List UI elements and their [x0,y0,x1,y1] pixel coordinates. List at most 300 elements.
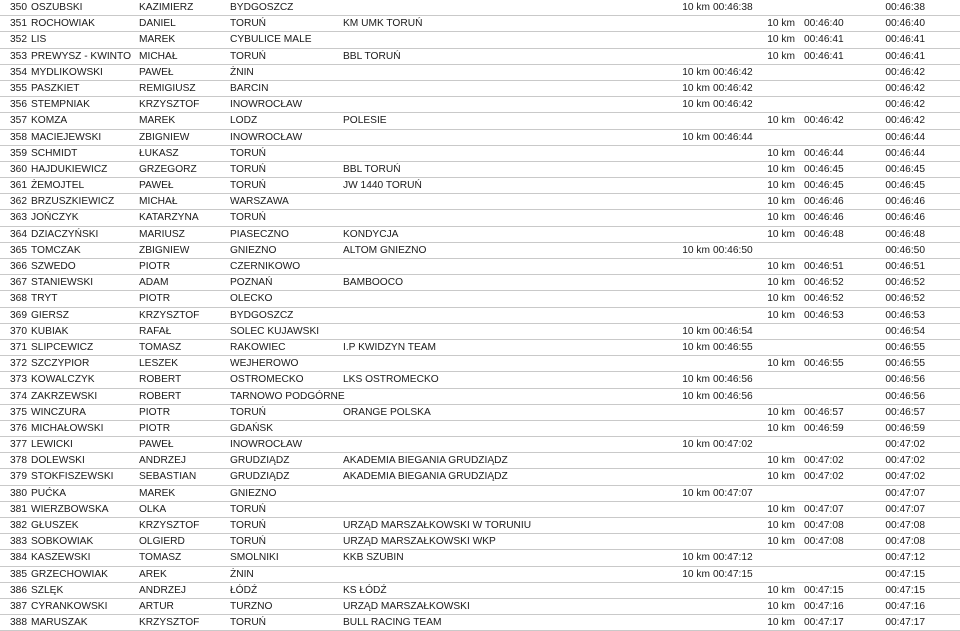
table-row [0,16,960,32]
club-cell: AKADEMIA BIEGANIA GRUDZIĄDZ [343,455,508,467]
finish-time-cell: 00:46:45 [885,180,925,192]
city-cell: GRUDZIĄDZ [230,471,290,483]
net-time-cell: 00:46:48 [804,228,844,240]
city-cell: GDAŃSK [230,422,274,434]
last-name-cell: GŁUSZEK [31,520,79,531]
first-name-cell: KATARZYNA [139,212,199,224]
last-name-cell: JOŃCZYK [31,212,79,224]
finish-time-cell: 00:46:52 [885,277,925,289]
table-row [0,567,960,583]
club-cell: BBL TORUŃ [343,50,401,62]
table-row [0,437,960,453]
city-cell: GRUDZIĄDZ [230,455,290,467]
club-cell: BBL TORUŃ [343,163,401,175]
distance-cell: 10 km [682,487,710,499]
net-time-cell: 00:46:41 [804,50,844,62]
table-row [0,65,960,81]
net-time-cell: 00:46:52 [804,277,844,289]
first-name-cell: MICHAŁ [139,196,178,208]
bib-number-cell: 388 [10,617,27,629]
bib-number-cell: 374 [10,390,27,402]
first-name-cell: PIOTR [139,406,171,418]
first-name-cell: ARTUR [139,600,174,612]
net-time-cell: 00:46:56 [713,390,753,402]
distance-cell: 10 km [767,212,795,224]
finish-time-cell: 00:46:54 [885,325,925,337]
last-name-cell: PREWYSZ - KWINTO [31,50,131,62]
city-cell: TORUŃ [230,520,267,531]
first-name-cell: TOMASZ [139,341,182,353]
net-time-cell: 00:47:16 [804,600,844,612]
net-time-cell: 00:46:46 [804,212,844,224]
first-name-cell: ZBIGNIEW [139,244,190,256]
net-time-cell: 00:47:02 [713,439,753,451]
bib-number-cell: 368 [10,293,27,305]
city-cell: TARNOWO PODGÓRNE [230,390,345,402]
net-time-cell: 00:47:08 [804,536,844,548]
distance-cell: 10 km [767,617,795,629]
city-cell: INOWROCŁAW [230,439,303,451]
first-name-cell: KAZIMIERZ [139,2,194,13]
distance-cell: 10 km [767,503,795,515]
first-name-cell: MAREK [139,115,176,127]
table-row [0,534,960,550]
city-cell: TORUŃ [230,18,267,30]
table-row [0,259,960,275]
distance-cell: 10 km [767,277,795,289]
finish-time-cell: 00:46:46 [885,196,925,208]
first-name-cell: SEBASTIAN [139,471,197,483]
city-cell: TORUŃ [230,536,267,548]
last-name-cell: KASZEWSKI [31,552,91,564]
city-cell: TORUŃ [230,503,267,515]
distance-cell: 10 km [767,358,795,370]
net-time-cell: 00:46:56 [713,374,753,386]
city-cell: RAKOWIEC [230,341,286,353]
finish-time-cell: 00:46:42 [885,66,925,78]
net-time-cell: 00:46:54 [713,325,753,337]
city-cell: OLECKO [230,293,273,305]
bib-number-cell: 376 [10,422,27,434]
last-name-cell: HAJDUKIEWICZ [31,163,108,175]
last-name-cell: ROCHOWIAK [31,18,95,30]
finish-time-cell: 00:47:08 [885,536,925,548]
finish-time-cell: 00:46:56 [885,390,925,402]
table-row [0,421,960,437]
last-name-cell: MARUSZAK [31,617,88,629]
city-cell: BARCIN [230,82,269,94]
last-name-cell: TRYT [31,293,58,305]
table-row [0,518,960,534]
city-cell: GNIEZNO [230,244,277,256]
net-time-cell: 00:46:44 [804,147,844,159]
net-time-cell: 00:46:51 [804,261,844,272]
first-name-cell: KRZYSZTOF [139,520,200,531]
table-row [0,130,960,146]
bib-number-cell: 386 [10,584,27,596]
net-time-cell: 00:46:45 [804,163,844,175]
table-row [0,275,960,291]
bib-number-cell: 353 [10,50,27,62]
club-cell: AKADEMIA BIEGANIA GRUDZIĄDZ [343,471,508,483]
net-time-cell: 00:47:02 [804,455,844,467]
distance-cell: 10 km [682,2,710,13]
table-row [0,97,960,113]
distance-cell: 10 km [682,341,710,353]
table-row [0,81,960,97]
first-name-cell: ZBIGNIEW [139,131,190,143]
last-name-cell: KUBIAK [31,325,69,337]
bib-number-cell: 381 [10,503,27,515]
net-time-cell: 00:46:55 [804,358,844,370]
first-name-cell: DANIEL [139,18,176,30]
table-row [0,356,960,372]
bib-number-cell: 350 [10,2,27,13]
table-row [0,227,960,243]
last-name-cell: SZCZYPIOR [31,358,90,370]
last-name-cell: STANIEWSKI [31,277,94,289]
bib-number-cell: 352 [10,34,27,46]
bib-number-cell: 373 [10,374,27,386]
city-cell: WARSZAWA [230,196,289,208]
last-name-cell: DOLEWSKI [31,455,85,467]
finish-time-cell: 00:47:12 [885,552,925,564]
finish-time-cell: 00:46:41 [885,50,925,62]
table-row [0,210,960,226]
city-cell: TORUŃ [230,212,267,224]
table-row [0,405,960,421]
finish-time-cell: 00:46:42 [885,82,925,94]
distance-cell: 10 km [682,82,710,94]
city-cell: TORUŃ [230,180,267,192]
finish-time-cell: 00:46:42 [885,115,925,127]
bib-number-cell: 364 [10,228,27,240]
city-cell: CYBULICE MALE [230,34,312,46]
table-row [0,469,960,485]
first-name-cell: AREK [139,568,167,580]
finish-time-cell: 00:46:42 [885,99,925,111]
finish-time-cell: 00:47:15 [885,568,925,580]
club-cell: BULL RACING TEAM [343,617,442,629]
city-cell: ŁÓDŹ [230,584,258,596]
first-name-cell: PAWEŁ [139,439,174,451]
distance-cell: 10 km [767,455,795,467]
club-cell: URZĄD MARSZAŁKOWSKI W TORUNIU [343,520,532,531]
table-row [0,146,960,162]
finish-time-cell: 00:46:44 [885,131,925,143]
last-name-cell: PUĆKA [31,487,67,499]
net-time-cell: 00:46:38 [713,2,753,13]
finish-time-cell: 00:47:02 [885,471,925,483]
table-row [0,599,960,615]
city-cell: ŻNIN [230,568,254,580]
city-cell: INOWROCŁAW [230,131,303,143]
net-time-cell: 00:46:42 [713,82,753,94]
bib-number-cell: 358 [10,131,27,143]
bib-number-cell: 354 [10,66,27,78]
bib-number-cell: 369 [10,309,27,321]
bib-number-cell: 380 [10,487,27,499]
club-cell: LKS OSTROMECKO [343,374,439,386]
bib-number-cell: 371 [10,341,27,353]
first-name-cell: OLGIERD [139,536,185,548]
net-time-cell: 00:46:42 [713,66,753,78]
net-time-cell: 00:46:55 [713,341,753,353]
distance-cell: 10 km [767,309,795,321]
first-name-cell: MAREK [139,487,176,499]
distance-cell: 10 km [767,520,795,531]
finish-time-cell: 00:46:40 [885,18,925,30]
first-name-cell: LESZEK [139,358,179,370]
finish-time-cell: 00:47:15 [885,584,925,596]
city-cell: ŻNIN [230,66,254,78]
last-name-cell: LEWICKI [31,439,73,451]
club-cell: I.P KWIDZYN TEAM [343,341,437,353]
bib-number-cell: 365 [10,244,27,256]
first-name-cell: PIOTR [139,293,171,305]
finish-time-cell: 00:46:55 [885,358,925,370]
distance-cell: 10 km [767,228,795,240]
net-time-cell: 00:46:53 [804,309,844,321]
table-row [0,502,960,518]
last-name-cell: STOKFISZEWSKI [31,471,114,483]
bib-number-cell: 375 [10,406,27,418]
last-name-cell: PASZKIET [31,82,80,94]
finish-time-cell: 00:46:56 [885,374,925,386]
finish-time-cell: 00:46:48 [885,228,925,240]
city-cell: GNIEZNO [230,487,277,499]
first-name-cell: ROBERT [139,390,182,402]
club-cell: KS ŁÓDŹ [343,584,387,596]
net-time-cell: 00:47:17 [804,617,844,629]
last-name-cell: SZWEDO [31,261,76,272]
net-time-cell: 00:46:50 [713,244,753,256]
net-time-cell: 00:46:40 [804,18,844,30]
city-cell: BYDGOSZCZ [230,309,294,321]
net-time-cell: 00:46:41 [804,34,844,46]
first-name-cell: PAWEŁ [139,66,174,78]
distance-cell: 10 km [682,439,710,451]
net-time-cell: 00:47:07 [713,487,753,499]
first-name-cell: KRZYSZTOF [139,617,200,629]
net-time-cell: 00:47:12 [713,552,753,564]
finish-time-cell: 00:46:46 [885,212,925,224]
city-cell: TORUŃ [230,617,267,629]
distance-cell: 10 km [682,552,710,564]
table-row [0,324,960,340]
first-name-cell: MAREK [139,34,176,46]
distance-cell: 10 km [767,115,795,127]
first-name-cell: KRZYSZTOF [139,99,200,111]
distance-cell: 10 km [767,196,795,208]
first-name-cell: KRZYSZTOF [139,309,200,321]
net-time-cell: 00:46:44 [713,131,753,143]
distance-cell: 10 km [767,34,795,46]
last-name-cell: GIERSZ [31,309,69,321]
club-cell: KONDYCJA [343,228,399,240]
distance-cell: 10 km [767,18,795,30]
club-cell: BAMBOOCO [343,277,404,289]
distance-cell: 10 km [682,568,710,580]
distance-cell: 10 km [767,536,795,548]
distance-cell: 10 km [767,471,795,483]
city-cell: TORUŃ [230,147,267,159]
first-name-cell: GRZEGORZ [139,163,197,175]
bib-number-cell: 351 [10,18,27,30]
bib-number-cell: 355 [10,82,27,94]
last-name-cell: GRZECHOWIAK [31,568,108,580]
bib-number-cell: 379 [10,471,27,483]
bib-number-cell: 356 [10,99,27,111]
city-cell: OSTROMECKO [230,374,304,386]
net-time-cell: 00:47:15 [804,584,844,596]
city-cell: INOWROCŁAW [230,99,303,111]
city-cell: WEJHEROWO [230,358,299,370]
club-cell: JW 1440 TORUŃ [343,180,422,192]
city-cell: PIASECZNO [230,228,289,240]
table-row [0,178,960,194]
table-row [0,194,960,210]
city-cell: SOLEC KUJAWSKI [230,325,320,337]
first-name-cell: TOMASZ [139,552,182,564]
first-name-cell: ANDRZEJ [139,584,186,596]
city-cell: POZNAŃ [230,277,273,289]
net-time-cell: 00:46:59 [804,422,844,434]
finish-time-cell: 00:46:59 [885,422,925,434]
finish-time-cell: 00:46:53 [885,309,925,321]
club-cell: KM UMK TORUŃ [343,18,423,30]
city-cell: TURZNO [230,600,273,612]
finish-time-cell: 00:46:44 [885,147,925,159]
distance-cell: 10 km [682,325,710,337]
distance-cell: 10 km [767,293,795,305]
last-name-cell: ZAKRZEWSKI [31,390,98,402]
table-row [0,615,960,631]
net-time-cell: 00:47:15 [713,568,753,580]
last-name-cell: DZIACZYŃSKI [31,228,99,240]
last-name-cell: KOWALCZYK [31,374,95,386]
table-row [0,340,960,356]
net-time-cell: 00:46:46 [804,196,844,208]
bib-number-cell: 384 [10,552,27,564]
table-row [0,389,960,405]
table-row [0,308,960,324]
last-name-cell: WIERZBOWSKA [31,503,109,515]
last-name-cell: SLIPCEWICZ [31,341,94,353]
club-cell: POLESIE [343,115,387,127]
table-row [0,291,960,307]
last-name-cell: MYDLIKOWSKI [31,66,103,78]
city-cell: TORUŃ [230,163,267,175]
distance-cell: 10 km [767,422,795,434]
club-cell: ALTOM GNIEZNO [343,244,427,256]
last-name-cell: LIS [31,34,47,46]
city-cell: LODZ [230,115,258,127]
finish-time-cell: 00:46:41 [885,34,925,46]
finish-time-cell: 00:46:50 [885,244,925,256]
bib-number-cell: 362 [10,196,27,208]
finish-time-cell: 00:46:55 [885,341,925,353]
bib-number-cell: 372 [10,358,27,370]
finish-time-cell: 00:47:02 [885,439,925,451]
finish-time-cell: 00:47:02 [885,455,925,467]
net-time-cell: 00:46:42 [713,99,753,111]
net-time-cell: 00:47:07 [804,503,844,515]
city-cell: TORUŃ [230,406,267,418]
distance-cell: 10 km [682,99,710,111]
first-name-cell: ŁUKASZ [139,147,179,159]
distance-cell: 10 km [682,66,710,78]
last-name-cell: STEMPNIAK [31,99,90,111]
finish-time-cell: 00:47:07 [885,487,925,499]
bib-number-cell: 382 [10,520,27,531]
last-name-cell: WINCZURA [31,406,86,418]
table-row [0,32,960,48]
club-cell: ORANGE POLSKA [343,406,431,418]
table-row [0,583,960,599]
last-name-cell: SCHMIDT [31,147,78,159]
table-row [0,113,960,129]
distance-cell: 10 km [767,180,795,192]
bib-number-cell: 360 [10,163,27,175]
bib-number-cell: 361 [10,180,27,192]
net-time-cell: 00:46:52 [804,293,844,305]
net-time-cell: 00:46:45 [804,180,844,192]
bib-number-cell: 378 [10,455,27,467]
bib-number-cell: 366 [10,261,27,272]
city-cell: CZERNIKOWO [230,261,301,272]
distance-cell: 10 km [682,244,710,256]
first-name-cell: PIOTR [139,422,171,434]
distance-cell: 10 km [767,50,795,62]
bib-number-cell: 367 [10,277,27,289]
club-cell: URZĄD MARSZAŁKOWSKI WKP [343,536,496,548]
club-cell: URZĄD MARSZAŁKOWSKI [343,600,470,612]
first-name-cell: PIOTR [139,261,171,272]
distance-cell: 10 km [682,131,710,143]
finish-time-cell: 00:46:45 [885,163,925,175]
net-time-cell: 00:47:02 [804,471,844,483]
bib-number-cell: 370 [10,325,27,337]
bib-number-cell: 377 [10,439,27,451]
distance-cell: 10 km [767,600,795,612]
first-name-cell: ROBERT [139,374,182,386]
last-name-cell: CYRANKOWSKI [31,600,108,612]
table-row [0,243,960,259]
finish-time-cell: 00:46:52 [885,293,925,305]
last-name-cell: ŻEMOJTEL [31,180,85,192]
city-cell: TORUŃ [230,50,267,62]
table-row [0,0,960,16]
first-name-cell: OLKA [139,503,167,515]
city-cell: BYDGOSZCZ [230,2,294,13]
first-name-cell: MICHAŁ [139,50,178,62]
table-row [0,372,960,388]
distance-cell: 10 km [767,406,795,418]
first-name-cell: ANDRZEJ [139,455,186,467]
distance-cell: 10 km [682,390,710,402]
city-cell: SMOLNIKI [230,552,279,564]
distance-cell: 10 km [767,147,795,159]
finish-time-cell: 00:46:51 [885,261,925,272]
finish-time-cell: 00:47:17 [885,617,925,629]
last-name-cell: SZLĘK [31,584,64,596]
distance-cell: 10 km [682,374,710,386]
distance-cell: 10 km [767,584,795,596]
last-name-cell: MACIEJEWSKI [31,131,102,143]
table-row [0,453,960,469]
net-time-cell: 00:46:42 [804,115,844,127]
